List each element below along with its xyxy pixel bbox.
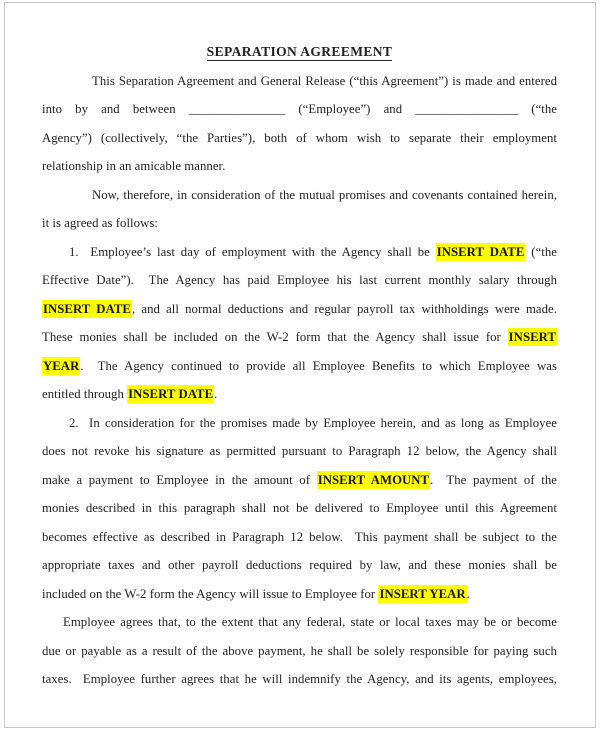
text-run: (“Employee”) and: [285, 102, 416, 116]
document-line: [42, 323, 557, 352]
text-run: . The payment of the: [430, 472, 558, 487]
text-run: relationship in an amicable manner.: [42, 159, 226, 173]
agency-name-blank: ________________: [415, 102, 519, 116]
insert-field-highlight: INSERT DATE: [436, 244, 525, 259]
document-line: [42, 637, 557, 666]
text-run: .: [214, 387, 218, 401]
insert-field-highlight: INSERT DATE: [43, 301, 131, 316]
document-page: [42, 38, 557, 694]
insert-field-highlight: YEAR: [43, 358, 80, 373]
text-run: 1. Employee’s last day of employment with the Agency shall be: [69, 244, 436, 259]
insert-field-highlight: INSERT YEAR: [379, 586, 466, 601]
document-line: [42, 608, 557, 637]
document-line: [42, 437, 557, 466]
text-run: , and all normal deductions and regular payroll tax withholdings were made.: [131, 301, 558, 316]
text-run: Agency”) (collectively, “the Parties”), both of whom wish to separate their employment: [42, 130, 557, 145]
text-run: appropriate taxes and other payroll deductions required by law, and these monies shall be: [42, 558, 557, 572]
document-line: [42, 152, 557, 181]
document-line: [42, 124, 557, 153]
document-line: [42, 352, 557, 381]
document-line: [42, 238, 557, 267]
employee-name-blank: _______________: [188, 102, 286, 116]
document-line: [42, 295, 557, 324]
text-run: . The Agency continued to provide all Employee Benefits to which Employee was: [80, 358, 557, 373]
text-run: (“the: [518, 102, 557, 116]
insert-field-highlight: INSERT AMOUNT: [317, 472, 430, 487]
text-run: becomes effective as described in Paragraph 12 below. This payment shall be subject to the: [42, 529, 557, 544]
document-line: [42, 466, 557, 495]
document-body: [42, 67, 557, 694]
text-run: (“the: [525, 244, 558, 259]
document-line: [42, 494, 557, 523]
text-run: included on the W-2 form the Agency will issue to Employee for: [42, 586, 379, 601]
text-run: Employee agrees that, to the extent that any federal, state or local taxes may be or become: [63, 615, 557, 629]
text-run: taxes. Employee further agrees that he will indemnify the Agency, and its agents, employees,: [42, 672, 557, 686]
document-line: [42, 67, 557, 96]
document-line: [42, 551, 557, 580]
text-run: due or payable as a result of the above payment, he shall be solely responsible for paying such: [42, 643, 557, 658]
text-run: into by and between: [42, 102, 189, 116]
text-run: it is agreed as follows:: [42, 216, 158, 230]
document-line: [42, 665, 557, 694]
document-line: [42, 181, 557, 210]
text-run: Now, therefore, in consideration of the mutual promises and covenants contained herein,: [92, 187, 557, 202]
document-line: [42, 380, 557, 409]
text-run: These monies shall be included on the W-2 form that the Agency shall issue for: [42, 330, 508, 344]
document-line: [42, 209, 557, 238]
text-run: 2. In consideration for the promises made by Employee herein, and as long as Employee: [69, 415, 557, 430]
text-run: make a payment to Employee in the amount of: [42, 472, 317, 487]
text-run: .: [466, 586, 470, 601]
text-run: monies described in this paragraph shall not be delivered to Employee until this Agreement: [42, 501, 557, 515]
document-line: [42, 580, 557, 609]
text-run: entitled through: [42, 387, 128, 401]
text-run: This Separation Agreement and General Release (“this Agreement”) is made and entered: [92, 73, 557, 88]
document-title-line: [42, 38, 557, 67]
document-title: SEPARATION AGREEMENT: [206, 44, 393, 59]
document-line: [42, 95, 557, 124]
text-run: Effective Date”). The Agency has paid Employee his last current monthly salary through: [42, 273, 557, 287]
document-line: [42, 523, 557, 552]
document-line: [42, 409, 557, 438]
insert-field-highlight: INSERT: [508, 330, 556, 344]
text-run: does not revoke his signature as permitted pursuant to Paragraph 12 below, the Agency shall: [42, 444, 557, 458]
insert-field-highlight: INSERT DATE: [128, 387, 214, 401]
document-line: [42, 266, 557, 295]
